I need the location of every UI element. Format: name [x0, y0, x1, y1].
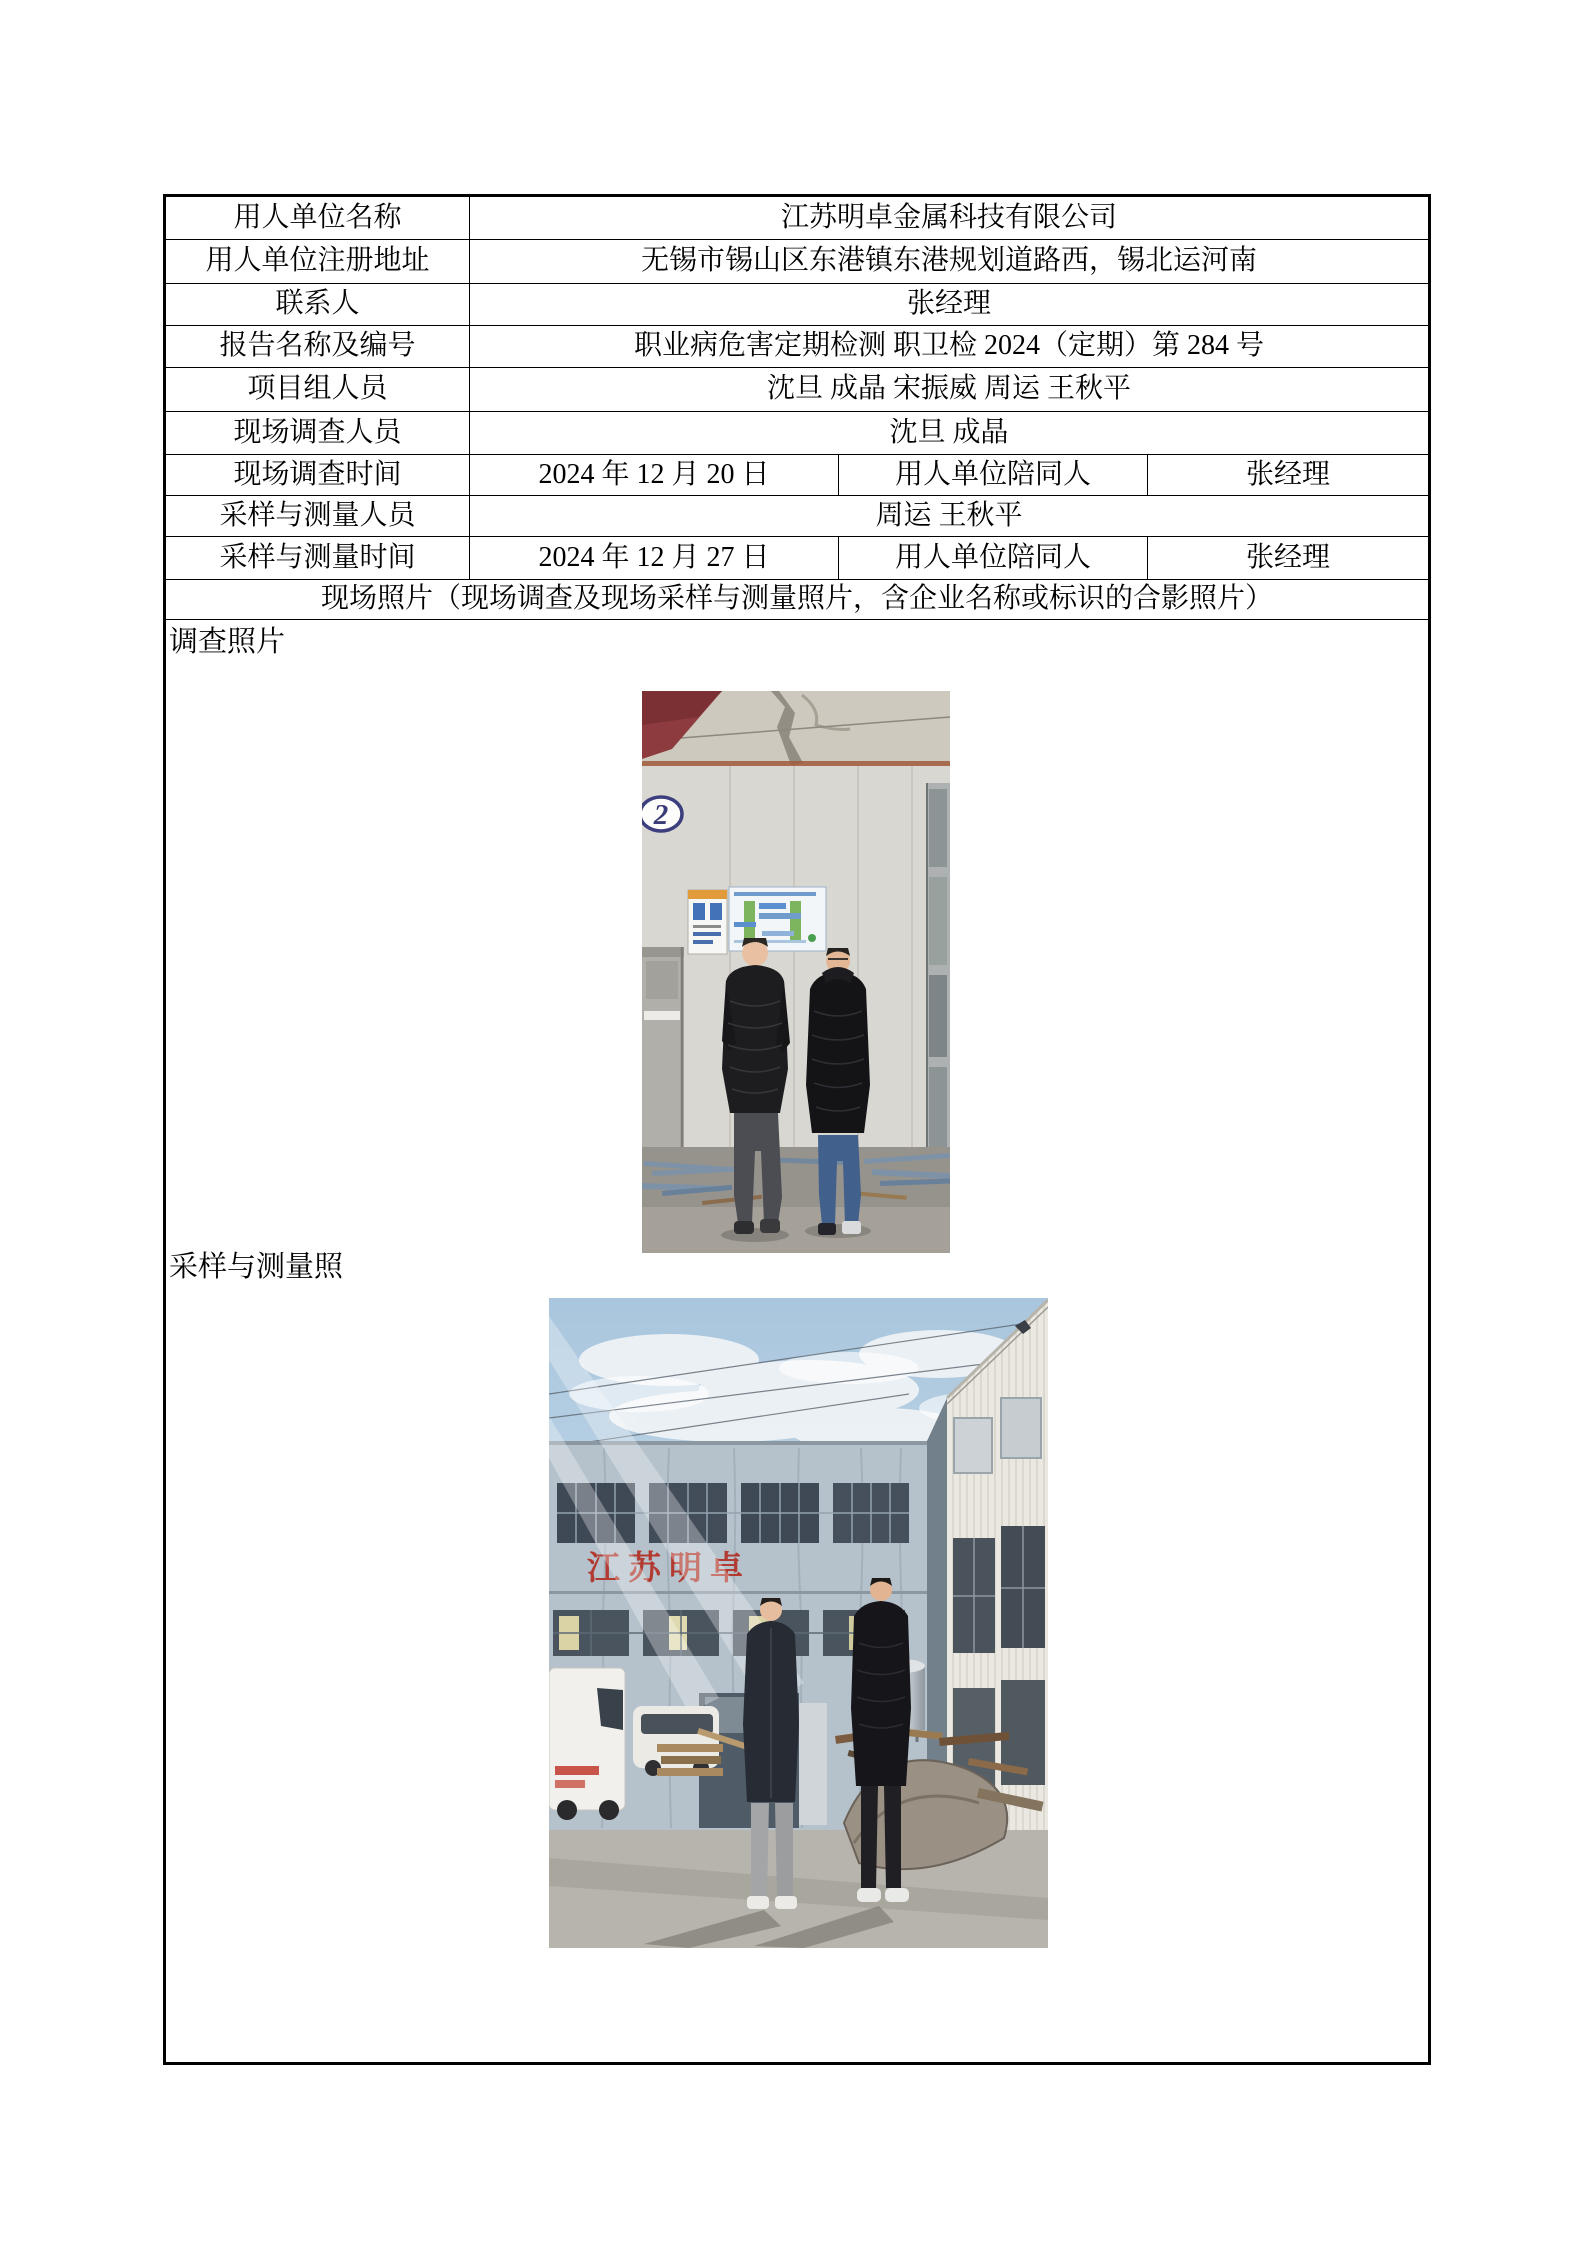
- row-photo-section: [165, 620, 1430, 2064]
- row-employer-name: [165, 196, 1430, 240]
- row-project-team: [165, 368, 1430, 412]
- inspection-info-table: [163, 194, 1431, 2065]
- field-value: 沈旦 成晶: [470, 412, 1430, 455]
- field-label: 采样与测量人员: [165, 496, 470, 537]
- survey-photo-label: 调查照片: [169, 626, 286, 658]
- field-value: 2024 年 12 月 27 日: [470, 537, 839, 580]
- row-report-name-number: [165, 326, 1430, 368]
- row-sampling-time: [165, 537, 1430, 580]
- row-registered-address: [165, 240, 1430, 284]
- photo-section-header: 现场照片（现场调查及现场采样与测量照片，含企业名称或标识的合影照片）: [165, 580, 1430, 620]
- row-photo-section-header: [165, 580, 1430, 620]
- field-value: 职业病危害定期检测 职卫检 2024（定期）第 284 号: [470, 326, 1430, 368]
- row-contact-person: [165, 284, 1430, 326]
- field-value: 张经理: [1148, 537, 1430, 580]
- field-label: 用人单位名称: [165, 196, 470, 240]
- field-value: 无锡市锡山区东港镇东港规划道路西，锡北运河南: [470, 240, 1430, 284]
- building-number: 2: [653, 799, 669, 831]
- safety-sign: [688, 890, 727, 954]
- field-label: 联系人: [165, 284, 470, 326]
- van: [549, 1668, 625, 1820]
- field-label: 现场调查时间: [165, 455, 470, 496]
- row-survey-time: [165, 455, 1430, 496]
- factory-sign-text: 江苏明卓: [587, 1551, 751, 1587]
- white-car: [633, 1706, 719, 1776]
- field-value: 周运 王秋平: [470, 496, 1430, 537]
- field-label: 用人单位陪同人: [839, 455, 1148, 496]
- field-label: 用人单位注册地址: [165, 240, 470, 284]
- field-label: 用人单位陪同人: [839, 537, 1148, 580]
- field-label: 采样与测量时间: [165, 537, 470, 580]
- row-sampling-personnel: [165, 496, 1430, 537]
- field-value: 2024 年 12 月 20 日: [470, 455, 839, 496]
- photo-section-cell: [165, 620, 1430, 2064]
- field-value: 张经理: [470, 284, 1430, 326]
- field-value: 江苏明卓金属科技有限公司: [470, 196, 1430, 240]
- field-value: 张经理: [1148, 455, 1430, 496]
- survey-photo: [642, 691, 950, 1253]
- field-value: 沈旦 成晶 宋振威 周运 王秋平: [470, 368, 1430, 412]
- field-label: 项目组人员: [165, 368, 470, 412]
- field-label: 现场调查人员: [165, 412, 470, 455]
- sampling-photo-label: 采样与测量照: [169, 1251, 344, 1283]
- field-label: 报告名称及编号: [165, 326, 470, 368]
- sampling-photo: [549, 1298, 1048, 1948]
- row-survey-personnel: [165, 412, 1430, 455]
